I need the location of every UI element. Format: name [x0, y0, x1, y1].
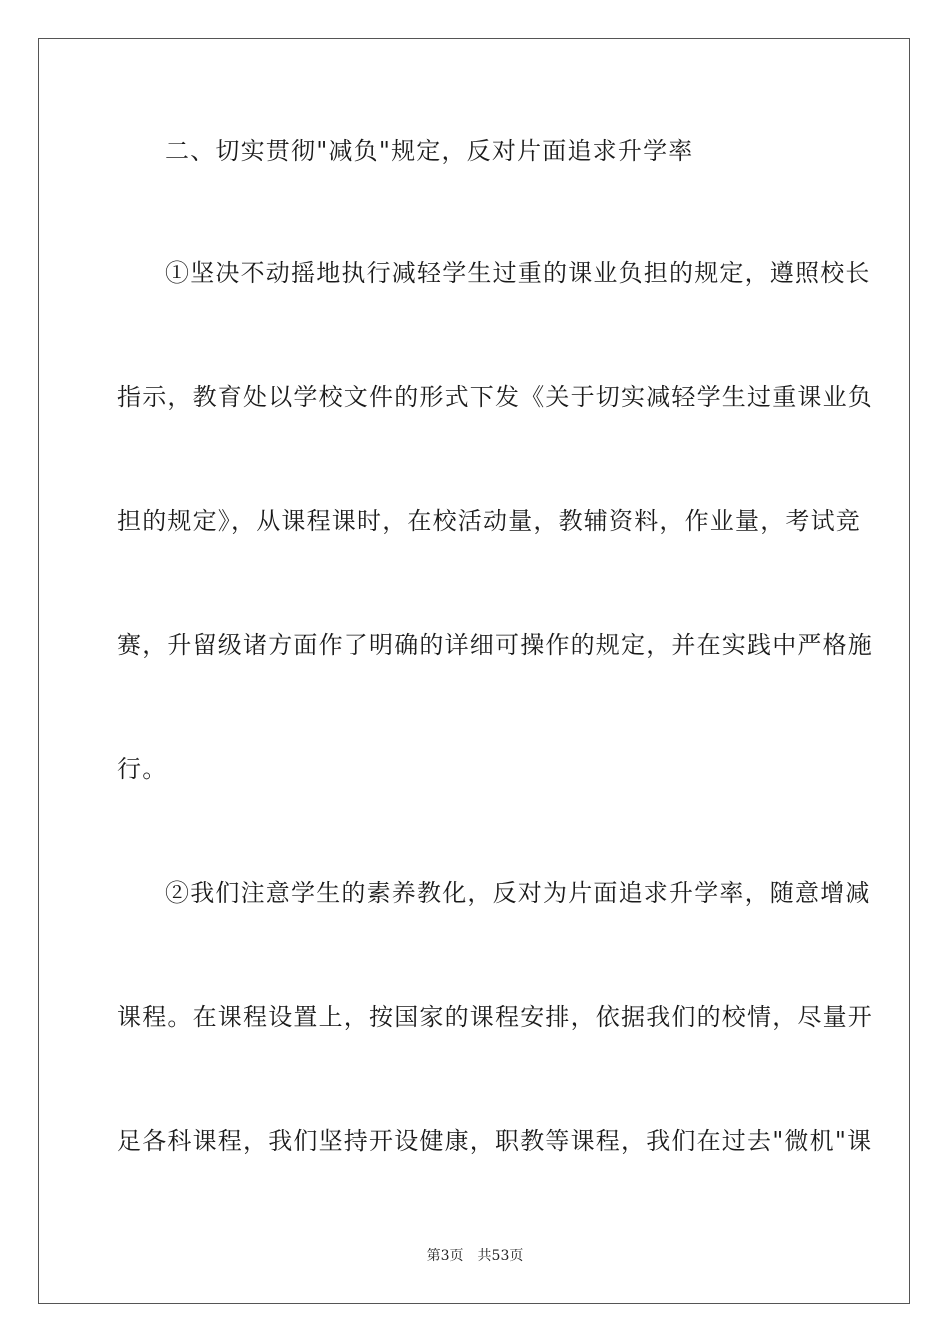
paragraph-line: ①坚决不动摇地执行减轻学生过重的课业负担的规定，遵照校长 — [165, 259, 871, 287]
section-heading: 二、切实贯彻"减负"规定，反对片面追求升学率 — [165, 137, 694, 165]
paragraph-line: 课程。在课程设置上，按国家的课程安排，依据我们的校情，尽量开 — [117, 1003, 873, 1031]
page-border — [38, 38, 910, 1304]
paragraph-line: 行。 — [117, 755, 168, 783]
paragraph-line: 赛，升留级诸方面作了明确的详细可操作的规定，并在实践中严格施 — [117, 631, 873, 659]
paragraph-line: 担的规定》，从课程课时，在校活动量，教辅资料，作业量，考试竞 — [117, 507, 861, 535]
page-footer — [0, 1247, 950, 1265]
page-number: 第3页 — [426, 1248, 464, 1264]
paragraph-line: 足各科课程，我们坚持开设健康，职教等课程，我们在过去"微机"课 — [117, 1127, 873, 1155]
paragraph-line: 指示，教育处以学校文件的形式下发《关于切实减轻学生过重课业负 — [117, 383, 873, 411]
paragraph-line: ②我们注意学生的素养教化，反对为片面追求升学率，随意增减 — [165, 879, 871, 907]
page-total: 共53页 — [477, 1248, 524, 1264]
